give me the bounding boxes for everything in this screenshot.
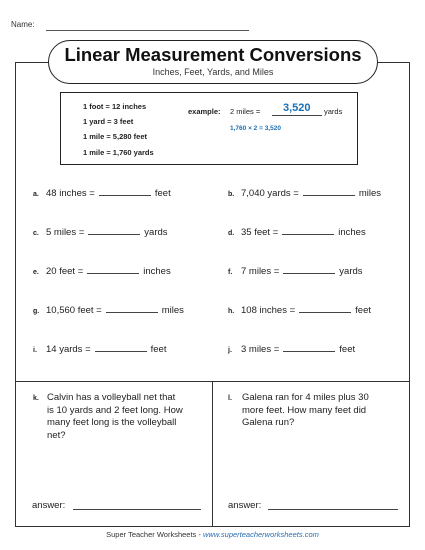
problem-unit: inches [143,266,171,277]
answer-blank[interactable] [299,304,351,313]
problem-letter: h. [228,308,235,315]
problem-unit: feet [339,344,356,355]
example-unit: yards [324,107,343,116]
problem-i [33,343,166,355]
footer-brand: Super Teacher Worksheets [106,530,197,539]
answer-blank[interactable] [106,304,158,313]
answer-blank[interactable] [88,226,140,235]
problem-left: 35 feet = [241,227,279,238]
example-label: example: [188,107,221,116]
problem-unit: yards [339,266,363,277]
problem-c [33,226,168,238]
problem-left: 7,040 yards = [241,188,299,199]
answer-blank[interactable] [283,265,335,274]
footer [0,530,425,539]
footer-url-link[interactable]: www.superteacherworksheets.com [202,530,319,539]
answer-blank[interactable] [87,265,139,274]
problem-j [228,343,355,355]
problem-unit: miles [161,305,184,316]
problem-h [228,304,371,316]
example-work: 1,760 × 2 = 3,520 [230,125,281,132]
problem-left: 20 feet = [46,266,84,277]
problem-unit: inches [338,227,366,238]
problem-letter: a. [33,191,39,198]
footer-separator: - [196,530,203,539]
problem-unit: feet [150,344,167,355]
problem-unit: yards [144,227,168,238]
answer-blank[interactable] [282,226,334,235]
problem-e [33,265,171,277]
problem-left: 3 miles = [241,344,280,355]
page-subtitle: Inches, Feet, Yards, and Miles [152,67,274,77]
problem-d [228,226,366,238]
answer-blank[interactable] [303,187,355,196]
word-problem-line: many feet long is the volleyball [47,417,177,428]
page-title: Linear Measurement Conversions [64,44,362,65]
problem-left: 5 miles = [46,227,85,238]
answer-field-k[interactable] [73,509,201,510]
name-label: Name: [11,20,35,29]
word-problem-line: more feet. How many feet did [242,404,367,416]
answer-blank[interactable] [95,343,147,352]
problem-letter: d. [228,230,235,237]
problem-left: 14 yards = [46,344,91,355]
problem-left: 10,560 feet = [46,305,102,316]
word-problem-l [228,392,402,430]
answer-field-l[interactable] [268,509,398,510]
fact-foot: 1 foot = 12 inches [83,102,147,111]
problem-letter: k. [33,395,39,402]
problem-unit: miles [358,188,382,199]
problem-g [33,304,184,316]
problem-letter: b. [228,191,235,198]
problem-unit: feet [154,188,171,199]
problem-letter: f. [228,269,233,276]
problem-b [228,187,381,199]
problem-letter: e. [33,269,39,276]
problem-letter: i. [33,347,37,354]
word-problem-line: Calvin has a volleyball net that [47,392,176,403]
fact-mile-feet: 1 mile = 5,280 feet [83,132,147,141]
problem-left: 7 miles = [241,266,280,277]
problem-letter: c. [33,230,39,237]
example-left: 2 miles = [230,107,261,116]
problem-left: 108 inches = [241,305,296,316]
problem-unit: feet [355,305,371,316]
answer-blank[interactable] [283,343,335,352]
problem-letter: l. [228,395,232,402]
problem-letter: j. [228,347,232,354]
problem-f [228,265,363,277]
example-answer: 3,520 [283,102,311,114]
word-problem-line: Galena ran for 4 miles plus 30 [242,392,369,403]
answer-label-k: answer: [32,500,66,511]
example-answer-line [272,115,322,116]
name-field[interactable] [46,30,249,31]
answer-label-l: answer: [228,500,262,511]
reference-box [60,92,358,165]
word-problem-line: is 10 yards and 2 feet long. How [47,404,183,416]
title-banner [48,40,378,84]
answer-blank[interactable] [99,187,151,196]
problem-a [33,187,171,199]
fact-yard: 1 yard = 3 feet [83,117,134,126]
problem-letter: g. [33,308,40,315]
word-problem-line: net? [47,429,66,441]
problem-left: 48 inches = [46,188,95,199]
word-problem-k [33,392,207,442]
word-problem-line: Galena run? [242,417,295,428]
fact-mile-yards: 1 mile = 1,760 yards [83,148,154,157]
column-divider [212,381,213,527]
